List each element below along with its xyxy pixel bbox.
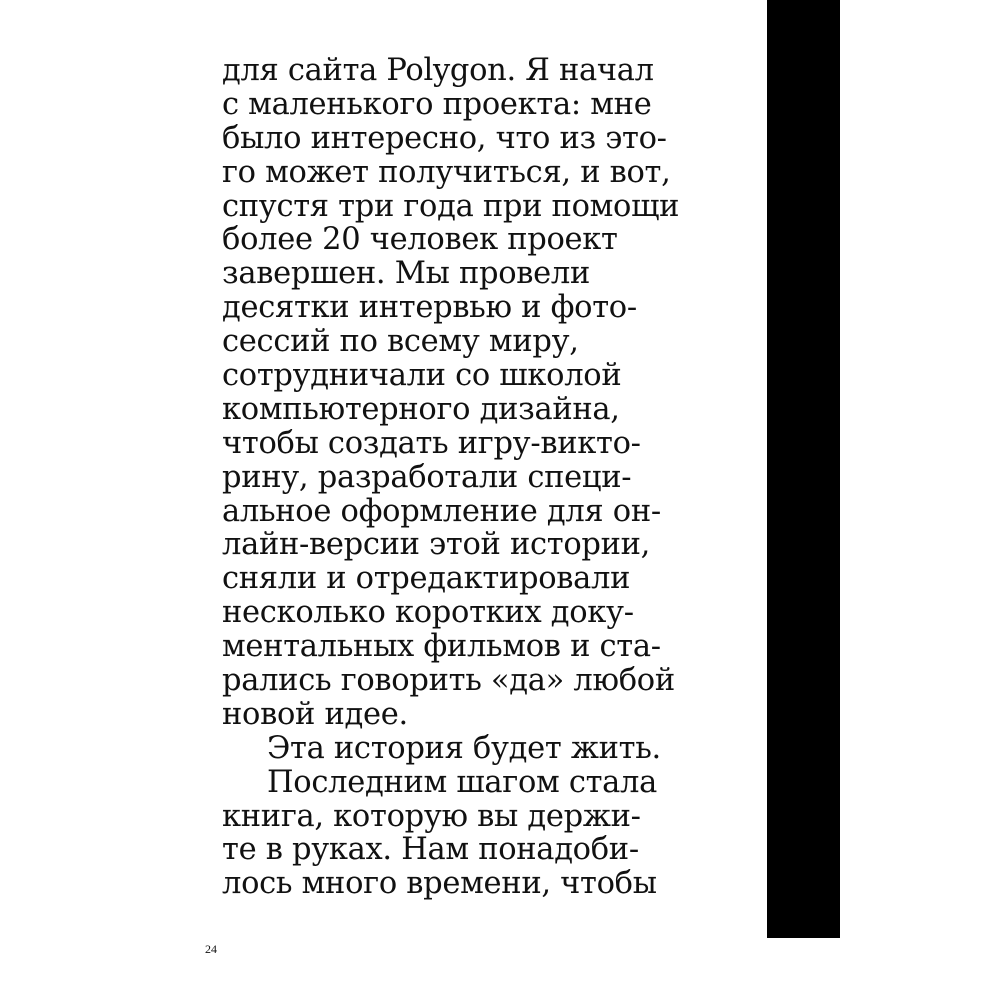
text-line: для сайта Polygon. Я начал: [222, 53, 654, 88]
text-line: чтобы создать игру-викто-: [222, 425, 641, 461]
text-line: несколько коротких доку-: [222, 595, 634, 631]
text-line: книга, которую вы держи-: [222, 798, 641, 834]
page-number: 24: [205, 942, 217, 956]
body-text: [222, 54, 762, 901]
text-line: го может получиться, и вот,: [222, 154, 671, 190]
text-line: рались говорить «да» любой: [222, 663, 675, 699]
text-line: спустя три года при помощи: [222, 188, 680, 224]
text-line: с маленького проекта: мне: [222, 86, 652, 122]
text-line: более 20 человек проект: [222, 222, 618, 258]
text-line: было интересно, что из это-: [222, 120, 667, 156]
text-line: завершен. Мы провели: [222, 256, 591, 292]
text-line: новой идее.: [222, 696, 408, 732]
text-line-indented: Эта история будет жить.: [267, 730, 661, 766]
text-line: сотрудничали со школой: [222, 358, 622, 394]
text-line-indented: Последним шагом стала: [267, 764, 658, 800]
text-line: те в руках. Нам понадоби-: [222, 832, 639, 868]
text-line: ментальных фильмов и ста-: [222, 629, 661, 665]
black-side-bar: [767, 0, 840, 938]
text-line: альное оформление для он-: [222, 493, 661, 529]
text-line: компьютерного дизайна,: [222, 391, 620, 427]
text-line: лайн-версии этой истории,: [222, 527, 651, 563]
text-line: сняли и отредактировали: [222, 561, 631, 597]
text-line: сессий по всему миру,: [222, 324, 579, 360]
text-line: десятки интервью и фото-: [222, 290, 637, 326]
text-line: рину, разработали специ-: [222, 459, 632, 495]
text-line: лось много времени, чтобы: [222, 866, 657, 902]
